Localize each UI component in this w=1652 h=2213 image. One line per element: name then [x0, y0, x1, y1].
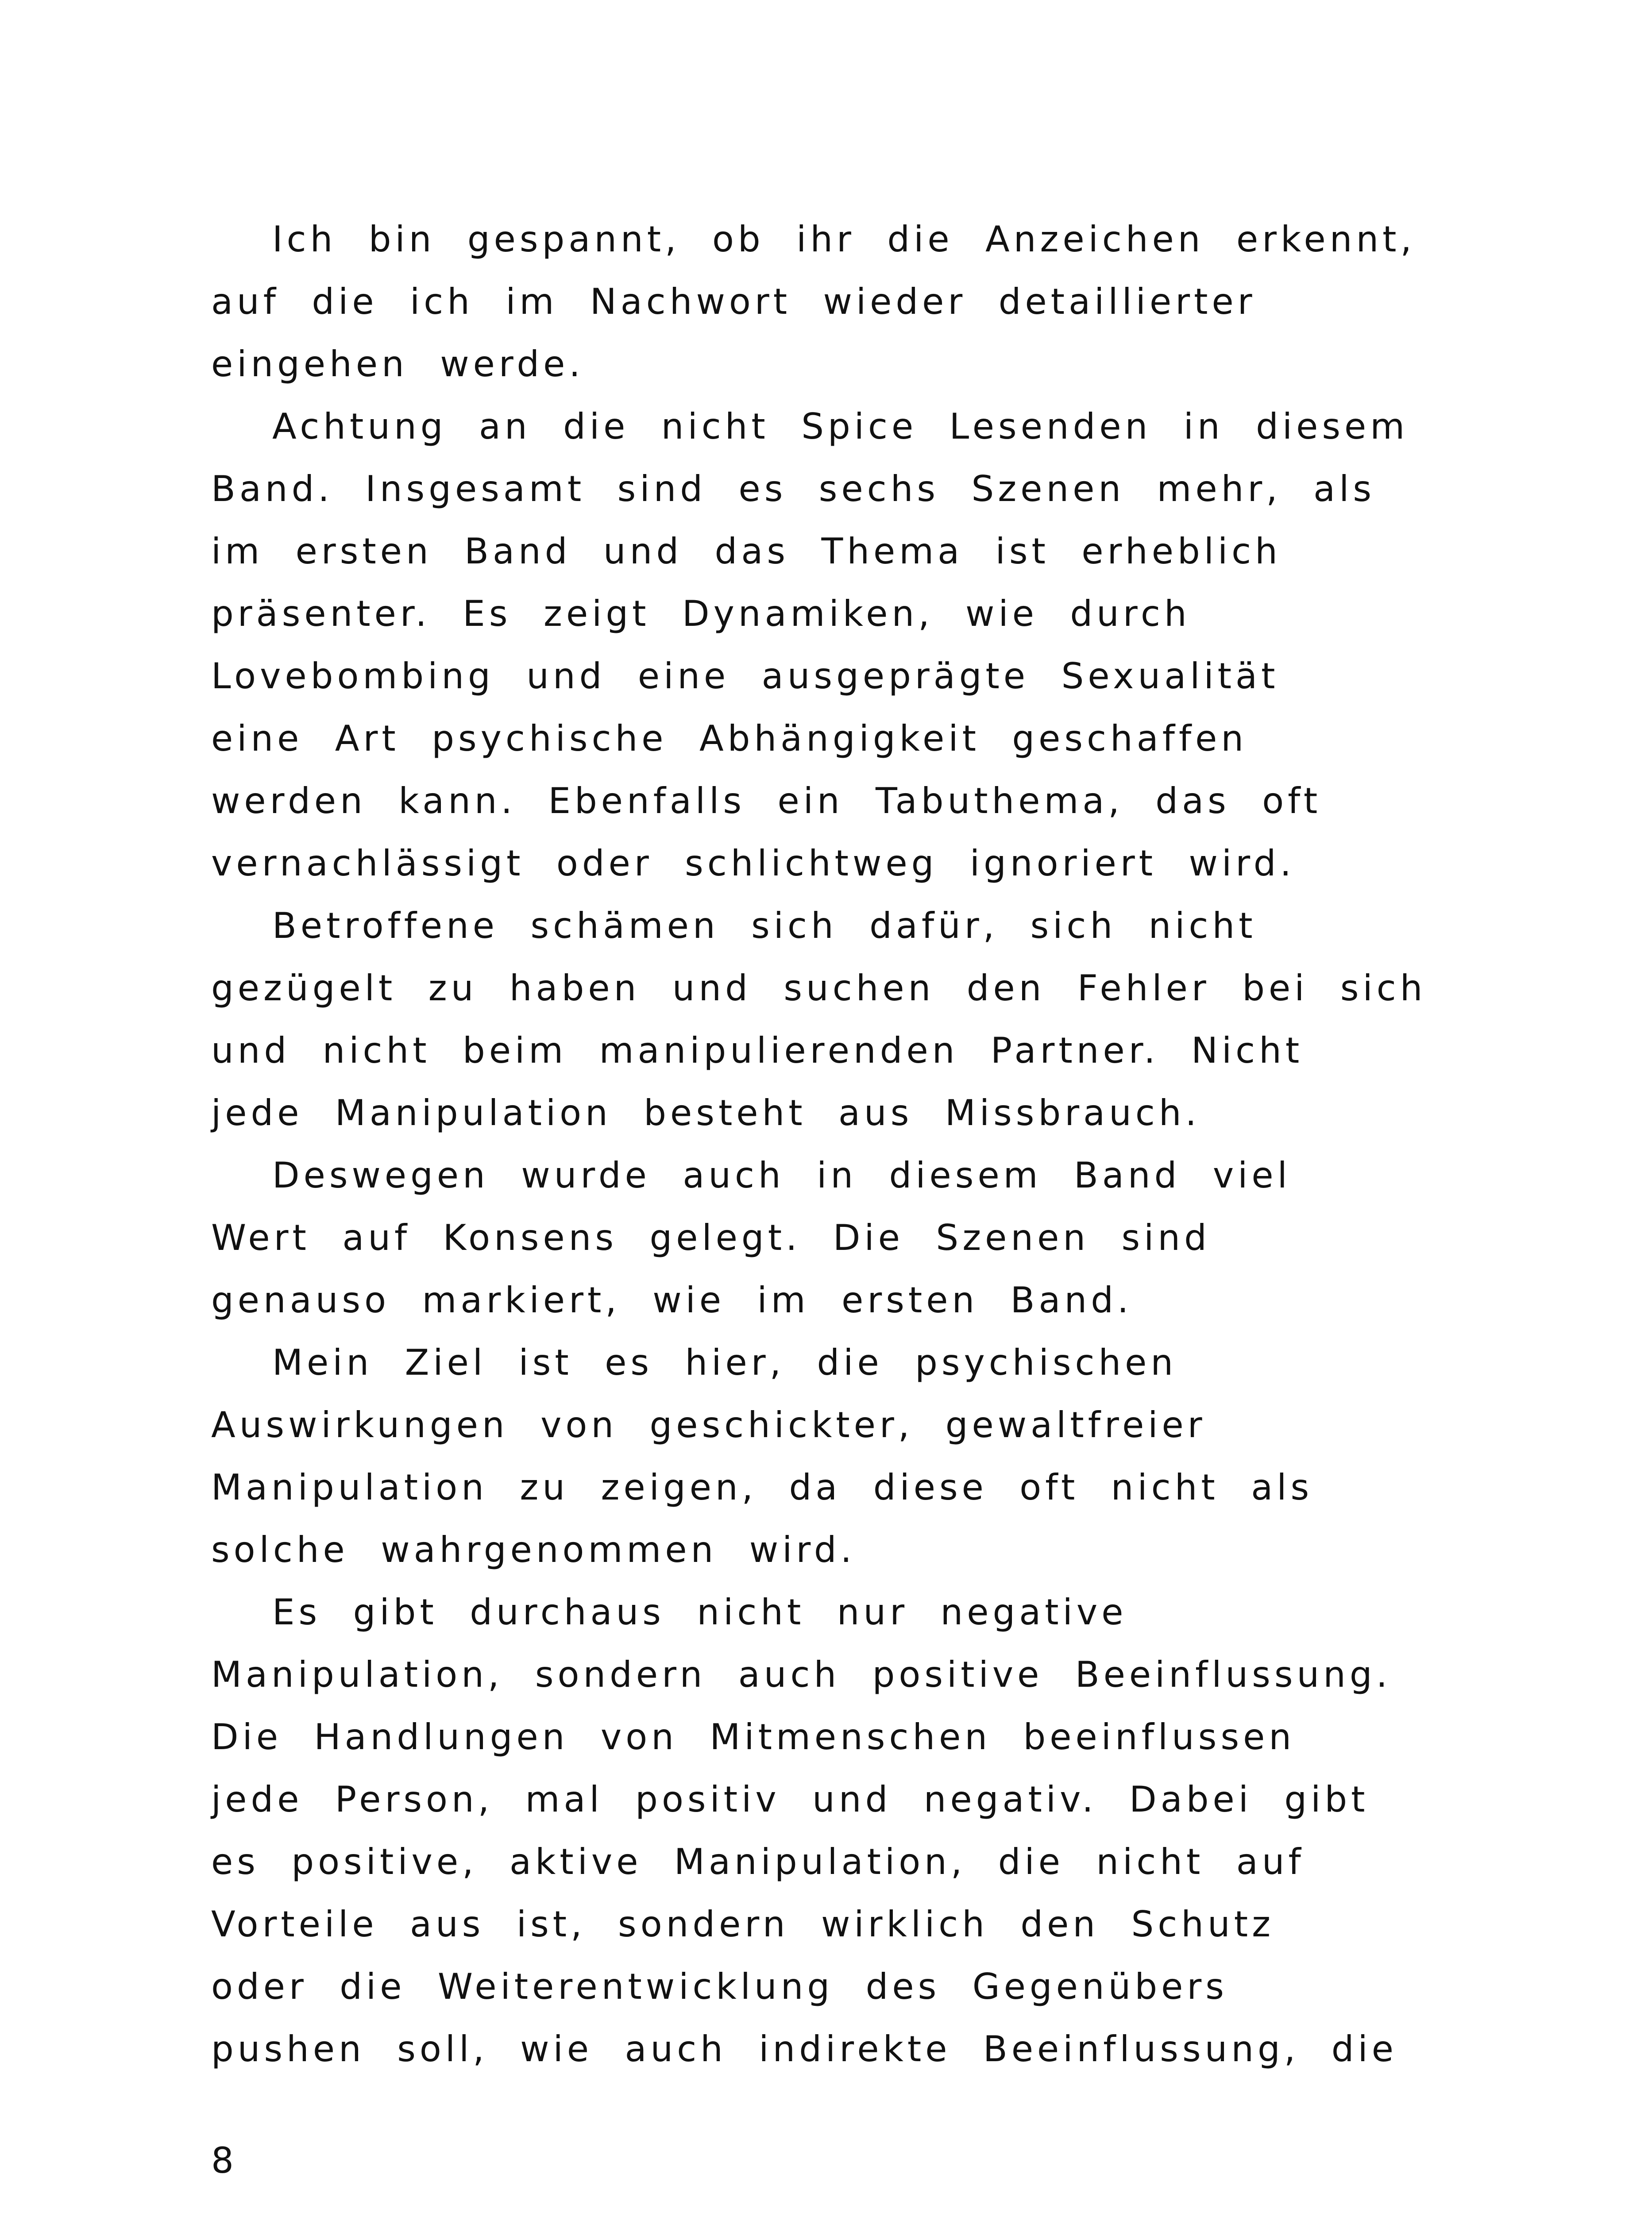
text-line: Die Handlungen von Mitmenschen beeinflussen: [211, 1716, 1296, 1758]
body-text: [211, 208, 1427, 2080]
text-line: Mein Ziel ist es hier, die psychischen: [272, 1342, 1177, 1383]
text-line: und nicht beim manipulierenden Partner. Nicht: [211, 1030, 1304, 1071]
text-line: es positive, aktive Manipulation, die nicht auf: [211, 1841, 1305, 1882]
text-line: Manipulation zu zeigen, da diese oft nicht als: [211, 1467, 1313, 1508]
text-line: Band. Insgesamt sind es sechs Szenen mehr, als: [211, 468, 1376, 509]
text-line: pushen soll, wie auch indirekte Beeinflussung, die: [211, 2028, 1397, 2070]
text-line: Achtung an die nicht Spice Lesenden in diesem: [272, 406, 1409, 447]
text-line: genauso markiert, wie im ersten Band.: [211, 1280, 1133, 1321]
text-line: Deswegen wurde auch in diesem Band viel: [272, 1155, 1291, 1196]
text-line: eine Art psychische Abhängigkeit geschaffen: [211, 718, 1248, 759]
text-line: jede Person, mal positiv und negativ. Dabei gibt: [211, 1779, 1369, 1820]
text-line: im ersten Band und das Thema ist erheblich: [211, 531, 1281, 572]
text-line: eingehen werde.: [211, 343, 584, 385]
text-line: Vorteile aus ist, sondern wirklich den Schutz: [211, 1904, 1275, 1945]
text-line: solche wahrgenommen wird.: [211, 1529, 856, 1570]
text-line: präsenter. Es zeigt Dynamiken, wie durch: [211, 593, 1191, 634]
text-line: gezügelt zu haben und suchen den Fehler bei sich: [211, 968, 1427, 1009]
text-line: Betroffene schämen sich dafür, sich nicht: [272, 905, 1257, 946]
page-number: 8: [211, 2140, 235, 2181]
text-line: auf die ich im Nachwort wieder detaillierter: [211, 281, 1256, 322]
text-line: Wert auf Konsens gelegt. Die Szenen sind: [211, 1217, 1211, 1258]
text-line: werden kann. Ebenfalls ein Tabuthema, das oft: [211, 780, 1322, 821]
text-line: vernachlässigt oder schlichtweg ignoriert wird.: [211, 843, 1295, 884]
text-line: Ich bin gespannt, ob ihr die Anzeichen erkennt,: [272, 219, 1416, 260]
text-line: Manipulation, sondern auch positive Beeinflussung.: [211, 1654, 1392, 1695]
text-line: oder die Weiterentwicklung des Gegenübers: [211, 1966, 1228, 2007]
text-line: jede Manipulation besteht aus Missbrauch.: [211, 1092, 1200, 1133]
text-line: Lovebombing und eine ausgeprägte Sexualität: [211, 655, 1279, 697]
text-line: Auswirkungen von geschickter, gewaltfreier: [211, 1404, 1206, 1446]
text-line: Es gibt durchaus nicht nur negative: [272, 1592, 1127, 1633]
